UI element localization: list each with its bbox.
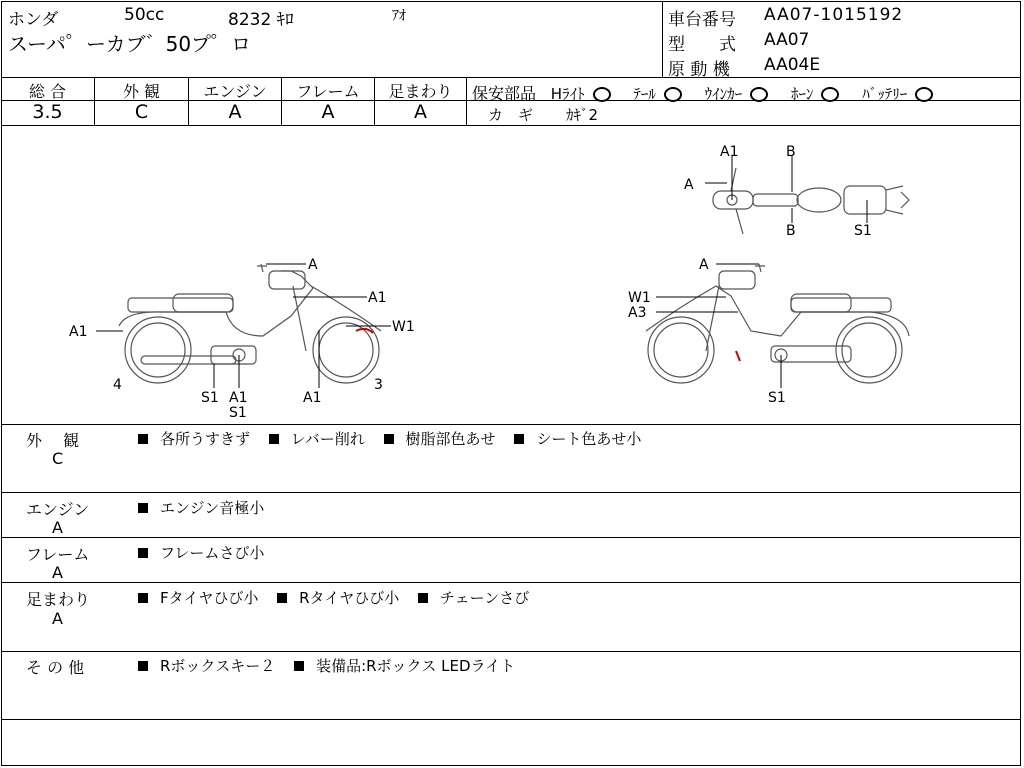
divider	[1, 651, 1021, 652]
diagram-label: S1	[854, 223, 872, 239]
divider	[1, 492, 1021, 493]
divider	[1, 719, 1021, 720]
chassis-label: 車台番号	[668, 10, 736, 30]
rear-wheel	[125, 317, 191, 383]
bullet-icon	[277, 593, 287, 603]
left-leaders	[96, 264, 391, 388]
diagram-label: B	[786, 144, 796, 160]
diagram-label: 4	[113, 377, 122, 393]
section-items-frame	[138, 542, 264, 563]
left-side-view	[119, 264, 381, 383]
rear-carrier	[128, 298, 233, 312]
bullet-icon	[418, 593, 428, 603]
note-item: チェーンさび	[440, 589, 530, 607]
chassis-number: AA07-1015192	[764, 5, 904, 25]
bullet-icon	[138, 593, 148, 603]
grade-frame: A	[321, 101, 335, 123]
note-item: Rボックスキー２	[160, 657, 276, 675]
damage-diagram	[1, 126, 1021, 424]
diagram-label: A1	[303, 390, 322, 406]
front-wheel	[648, 317, 714, 383]
rear-carrier	[791, 298, 891, 312]
diagram-label: A1	[69, 324, 88, 340]
section-label-exterior: 外 観	[26, 431, 80, 450]
safety-item-horn: ﾎｰﾝ	[790, 85, 814, 103]
diagram-label: S1	[201, 390, 219, 406]
ok-circle-icon	[664, 87, 682, 102]
safety-label: 保安部品	[472, 84, 537, 103]
diagram-label: A3	[628, 305, 647, 321]
bullet-icon	[269, 434, 279, 444]
diagram-label: A1	[368, 290, 387, 306]
key-value: ｶｷﾞ2	[566, 106, 599, 124]
grade-overall: 3.5	[32, 101, 63, 123]
note-item: フレームさび小	[160, 544, 265, 562]
note-item: Rタイヤひび小	[299, 589, 400, 607]
grade-header-suspension: 足まわり	[388, 82, 453, 101]
section-items-exterior	[138, 428, 641, 449]
seat	[791, 294, 851, 312]
section-grade-engine: A	[52, 518, 63, 537]
diagram-label: S1	[768, 390, 786, 406]
grade-header-frame: フレーム	[296, 82, 360, 101]
diagram-label: S1	[229, 405, 247, 421]
ok-circle-icon	[593, 87, 611, 102]
bullet-icon	[138, 503, 148, 513]
section-grade-suspension: A	[52, 609, 63, 628]
section-label-engine: エンジン	[26, 500, 90, 519]
ok-circle-icon	[821, 87, 839, 102]
front-wheel	[313, 317, 379, 383]
section-items-suspension	[138, 587, 529, 608]
mileage: 8232 ｷﾛ	[228, 10, 294, 30]
headlight	[719, 271, 755, 289]
section-label-frame: フレーム	[26, 545, 90, 564]
bullet-icon	[138, 661, 148, 671]
section-items-engine	[138, 497, 264, 518]
diagram-label: 3	[374, 377, 383, 393]
divider	[466, 77, 467, 125]
left-labels	[69, 257, 415, 421]
bullet-icon	[138, 548, 148, 558]
section-grade-exterior: C	[52, 449, 64, 468]
grade-engine: A	[228, 101, 242, 123]
model-name: スーパ゜ーカブ゛50プ゜ロ	[8, 32, 252, 56]
damage-mark	[736, 351, 740, 361]
diagram-label: A	[684, 177, 694, 193]
top-view	[713, 168, 909, 234]
diagram-label: W1	[628, 290, 651, 306]
displacement: 50cc	[124, 5, 165, 25]
engine-value: AA04E	[764, 55, 821, 75]
maker: ホンダ	[8, 10, 59, 30]
right-side-view	[646, 264, 909, 383]
bullet-icon	[294, 661, 304, 671]
section-label-other: そ の 他	[26, 658, 85, 677]
note-item: Fタイヤひび小	[160, 589, 259, 607]
safety-item-headlight: Hﾗｲﾄ	[550, 85, 585, 103]
bullet-icon	[384, 434, 394, 444]
ok-circle-icon	[915, 87, 933, 102]
ok-circle-icon	[750, 87, 768, 102]
rear-wheel	[836, 317, 902, 383]
grade-header-exterior: 外 観	[122, 82, 161, 101]
safety-item-battery: ﾊﾞｯﾃﾘｰ	[862, 85, 908, 103]
divider	[1, 582, 1021, 583]
right-labels	[628, 257, 786, 406]
grade-suspension: A	[414, 101, 427, 123]
grade-header-overall: 総 合	[28, 82, 67, 101]
type-label: 型 式	[668, 35, 736, 55]
note-item: 樹脂部色あせ	[405, 430, 496, 448]
top-leaders	[705, 156, 867, 223]
note-item: エンジン音極小	[160, 499, 265, 517]
diagram-label: B	[786, 223, 796, 239]
note-item: 装備品:Rボックス LEDライト	[316, 657, 516, 675]
bullet-icon	[138, 434, 148, 444]
note-item: 各所うすきず	[160, 430, 251, 448]
grade-exterior: C	[134, 101, 149, 123]
type-value: AA07	[764, 30, 810, 50]
headlight	[269, 271, 305, 289]
grade-header-engine: エンジン	[203, 82, 267, 101]
diagram-label: A1	[720, 144, 739, 160]
safety-item-tail: ﾃｰﾙ	[633, 85, 656, 103]
bullet-icon	[514, 434, 524, 444]
section-label-suspension: 足まわり	[26, 590, 91, 609]
divider	[1, 424, 1021, 425]
body-color: ｱｵ	[392, 8, 406, 24]
divider	[1, 77, 1021, 78]
engine-label: 原 動 機	[668, 60, 730, 80]
diagram-label: A1	[229, 390, 248, 406]
safety-item-winker: ｳｲﾝｶｰ	[704, 85, 743, 103]
note-item: シート色あせ小	[536, 430, 642, 448]
seat	[173, 294, 233, 312]
diagram-label: W1	[392, 319, 415, 335]
section-items-other	[138, 655, 515, 676]
note-item: レバー削れ	[290, 430, 365, 448]
safety-parts	[472, 81, 933, 104]
section-grade-frame: A	[52, 563, 63, 582]
diagram-label: A	[308, 257, 318, 273]
diagram-label: A	[699, 257, 709, 273]
header-divider	[662, 1, 663, 77]
divider	[1, 537, 1021, 538]
key-label: カ ギ	[488, 106, 534, 124]
